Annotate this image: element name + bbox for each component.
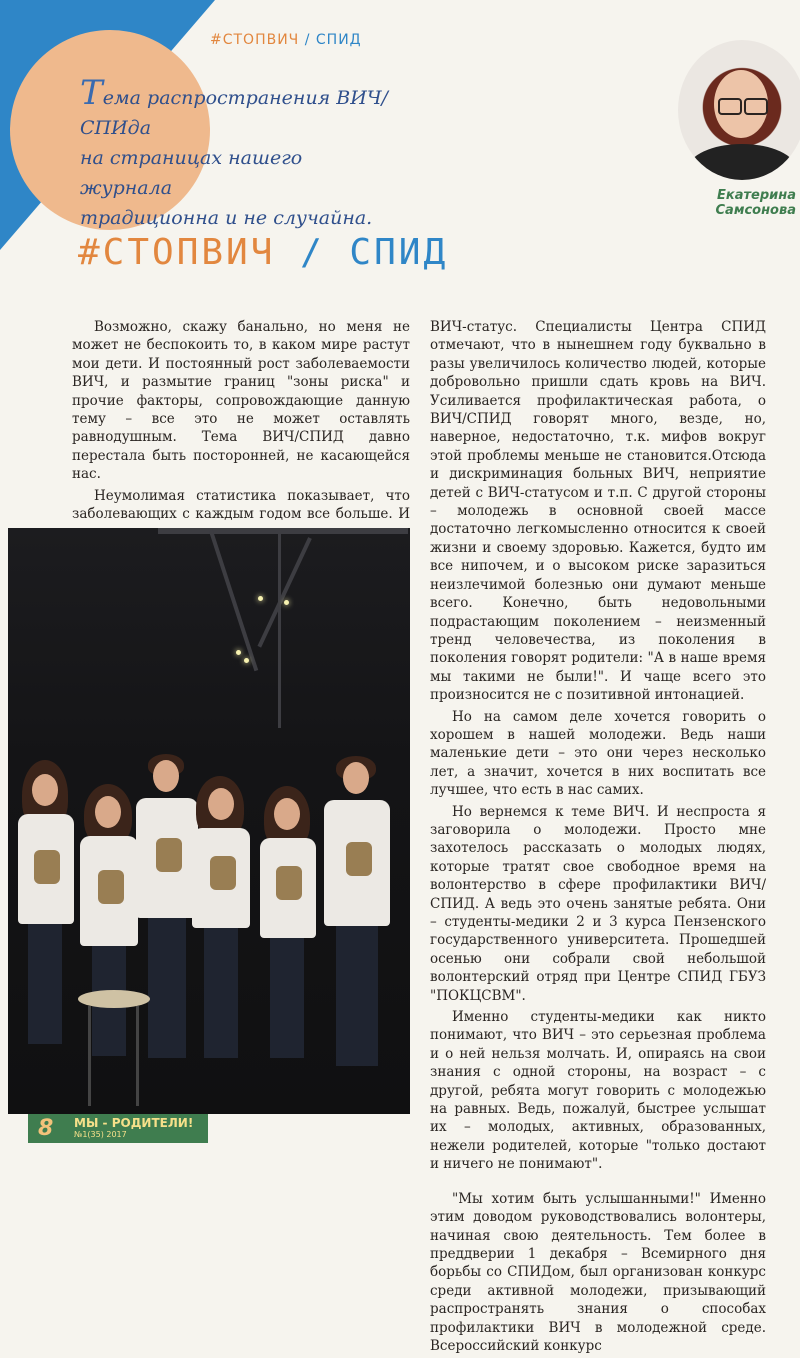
article-title-part1: #СТОПВИЧ (78, 232, 276, 273)
section-tag-sep: / (299, 32, 316, 48)
section-tag (210, 32, 362, 48)
intro-dropcap: Т (80, 73, 103, 113)
intro-line2: на страницах нашего журнала (80, 147, 303, 199)
page-number: 8 (38, 1116, 54, 1141)
paragraph: Но на самом деле хочется говорить о хорошем в нашей молодежи. Ведь наши маленькие дети – это они через несколько лет, а значит, хочется в них воспитать все лучшее, что есть в нас самих. (430, 708, 766, 799)
paragraph: Возможно, скажу банально, но меня не может не беспокоить то, в каком мире растут мои дети. И постоянный рост заболеваемости ВИЧ, и размытие границ "зоны риска" и прочие факторы, сопровождающие данную тему – все это не может оставлять равнодушным. Тема ВИЧ/СПИД давно перестала быть посторонней, не касающейся нас. (72, 319, 410, 483)
paragraph: Именно студенты-медики как никто понимают, что ВИЧ – это серьезная проблема и о ней нельзя молчать. И, опираясь на свои знания с одной стороны, на возраст – с другой, ребята могут говорить с молодежью на равных. Ведь, пожалуй, быстрее услышат их – молодых, активных, образованных, нежели родителей, которые "только достают и ничего не понимают". (430, 1009, 766, 1173)
volunteers-photo (8, 528, 410, 1114)
intro-quote (80, 73, 400, 233)
article-title (78, 232, 448, 273)
article-title-part2: СПИД (349, 232, 449, 273)
paragraph: Но вернемся к теме ВИЧ. И неспроста я заговорила о молодежи. Просто мне захотелось рассказать о молодых людях, которые тратят свое свободное время на волонтерство в сфере профилактики ВИЧ/СПИД. А ведь это очень занятые ребята. Они – студенты-медики 2 и 3 курса Пензенского государственного университета. Прошедшей осенью они собрали свой небольшой волонтерский отряд при Центре СПИД ГБУЗ "ПОКЦСВМ". (430, 803, 766, 1004)
author-photo (678, 40, 800, 180)
article-column-right (430, 318, 766, 1358)
magazine-issue: №1(35) 2017 (74, 1130, 127, 1139)
magazine-name: МЫ - РОДИТЕЛИ! (74, 1116, 194, 1130)
paragraph: "Мы хотим быть услышанными!" Именно этим доводом руководствовались волонтеры, начиная свою деятельность. Тем более в преддверии 1 декабря – Всемирного дня борьбы со СПИДом, был организован конкурс среди активной молодежи, призывающий распространять знания о способах профилактики ВИЧ в молодежной среде. Всероссийский конкурс (430, 1190, 766, 1354)
intro-line3: традиционна и не случайна. (80, 207, 373, 229)
paragraph: Неумолимая статистика показывает, что заболевающих с каждым годом все больше. И (72, 487, 410, 523)
section-tag-part2: СПИД (315, 32, 362, 48)
intro-line1: ема распространения ВИЧ/СПИда (80, 87, 388, 139)
paragraph: ВИЧ-статус. Специалисты Центра СПИД отмечают, что в нынешнем году буквально в разы увеличилось количество людей, которые добровольно пришли сдать кровь на ВИЧ. Усиливается профилактическая работа, о ВИЧ/СПИД говорят много, везде, но, наверное, недостаточно, т.к. мифов вокруг этой проблемы меньше не становится.Отсюда и дискриминация больных ВИЧ, неприятие детей с ВИЧ-статусом и т.п. С другой стороны – молодежь в основной своей массе достаточно легкомысленно относится к своей жизни и своему здоровью. Кажется, будто им все нипочем, и о высоком риске заразиться неизлечимой болезнью они думают меньше всего. Конечно, быть недовольными подрастающим поколением – неизменный тренд человечества, из поколения в поколения говорят родители: "А в наше время мы такими не были!". И чаще всего это произносится не с позитивной интонацией. (430, 319, 766, 704)
author-name: Екатерина Самсонова (715, 188, 796, 218)
article-title-sep: / (275, 232, 350, 273)
section-tag-part1: #СТОПВИЧ (210, 32, 300, 48)
